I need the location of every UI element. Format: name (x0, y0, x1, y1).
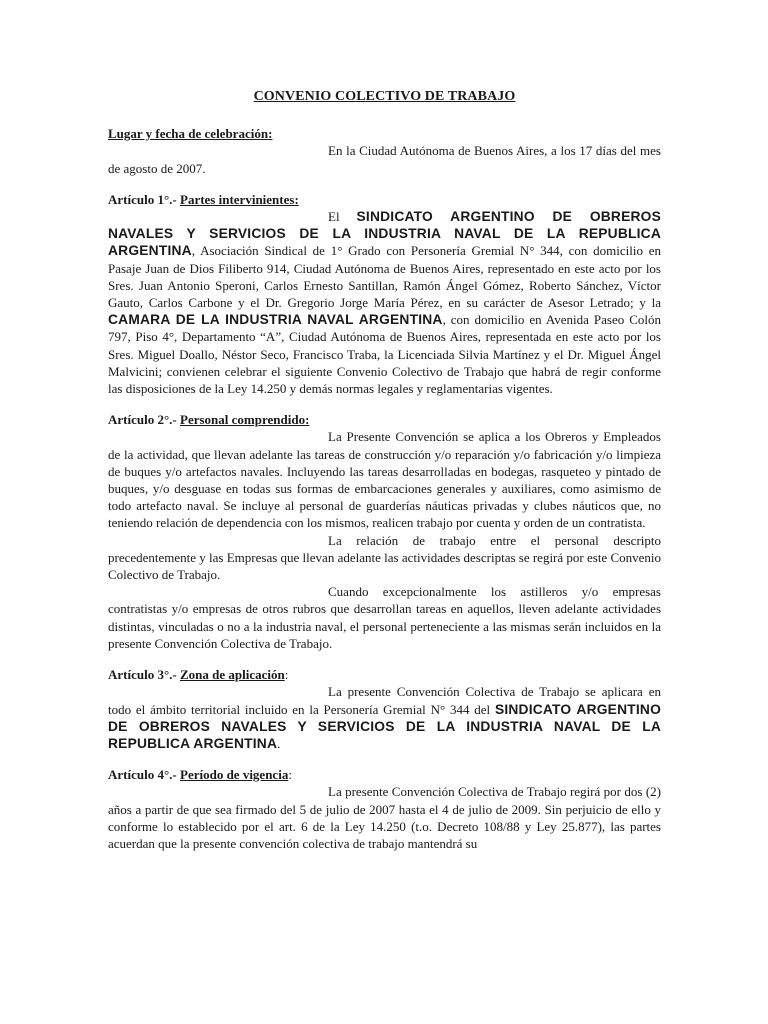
article-4-colon: : (288, 767, 292, 783)
heading-lugar: Lugar y fecha de celebración: (108, 126, 273, 142)
section-article-4 (108, 766, 661, 852)
section-lugar (108, 125, 661, 177)
document-page (108, 88, 661, 866)
article-4-title: Período de vigencia (180, 767, 289, 783)
article-1-label: Artículo 1°.- (108, 191, 180, 207)
section-article-1 (108, 191, 661, 397)
article-2-paragraph-2: La relación de trabajo entre el personal descripto precedentemente y las Empresas que llevan adelante las actividades descriptas se regirá por este Convenio Colectivo de Trabajo. (108, 532, 662, 583)
article-3-sindicato-name: SINDICATO ARGENTINO DE OBREROS NAVALES Y SERVICIOS DE LA INDUSTRIA NAVAL DE LA REPUBLICA ARGENTINA (108, 701, 661, 751)
article-1-paragraph (108, 208, 661, 397)
article-1-text-3: , con domicilio en Avenida Paseo Colón 797, Piso 4°, Departamento “A”, Ciudad Autónoma de Buenos Aires, representada en este acto por los Sres. Miguel Doallo, Néstor Seco, Francisco Traba, la Licenciada Silvia Martínez y el Dr. Miguel Ángel Malvicini; convienen celebrar el siguiente Convenio Colectivo de Trabajo que habrá de regir conforme las disposiciones de la Ley 14.250 y demás normas legales y reglamentarias vigentes. (108, 312, 661, 397)
section-heading (108, 125, 661, 142)
article-1-text-2: , Asociación Sindical de 1° Grado con Personería Gremial N° 344, con domicilio en Pasaje Juan de Dios Filiberto 914, Ciudad Autónoma de Buenos Aires, representado en este acto por los Sres. Juan Antonio Speroni, Carlos Ernesto Santillan, Ramón Ángel Gómez, Roberto Sánchez, Víctor Gauto, Carlos Carbone y el Dr. Gregorio Jorge María Pérez, en su carácter de Asesor Letrado; y la (108, 243, 661, 311)
article-3-paragraph (108, 683, 661, 752)
article-1-sindicato-name: SINDICATO ARGENTINO DE OBREROS NAVALES Y SERVICIOS DE LA INDUSTRIA NAVAL DE LA REPUBLICA ARGENTINA (108, 209, 661, 259)
article-2-title: Personal comprendido: (180, 412, 310, 428)
article-3-text-1: La presente Convención Colectiva de Trabajo se aplicara en todo el ámbito territorial incluido en la Personería Gremial N° 344 del (108, 684, 661, 717)
article-3-colon: : (284, 667, 289, 683)
article-1-text-1: El (328, 209, 357, 225)
article-4-label: Artículo 4°.- (108, 767, 180, 783)
article-1-heading (108, 191, 661, 208)
article-3-title: Zona de aplicación (180, 667, 285, 683)
article-3-text-2: . (277, 735, 281, 751)
article-1-title: Partes intervinientes: (180, 191, 299, 207)
section-article-2 (108, 411, 661, 652)
article-3-label: Artículo 3°.- (108, 667, 180, 683)
article-2-paragraph-3: Cuando excepcionalmente los astilleros y/o empresas contratistas y/o empresas de otros rubros que desarrollan tareas en aquellos, lleven adelante actividades distintas, vinculadas o no a la industria naval, el personal perteneciente a las mismas serán incluidos en la presente Convención Colectiva de Trabajo. (108, 584, 661, 651)
article-2-label: Artículo 2°.- (108, 412, 180, 428)
article-2-paragraph-1: La Presente Convención se aplica a los Obreros y Empleados de la actividad, que llevan adelante las tareas de construcción y/o reparación y/o fabricación y/o limpieza de buques y/o artefactos navales. Incluyendo las tareas desarrolladas en bodegas, rasqueteo y pintado de buques, y/o desguase en todas sus formas de embarcaciones generales y auxiliares, como asimismo de todo artefacto naval. Se incluye al personal de guarderías náuticas privadas y clubes náuticos que, no teniendo relación de dependencia con los mismos, realicen trabajo por cuenta y orden de un contratista. (108, 429, 661, 531)
article-4-heading (108, 766, 661, 783)
article-3-heading (108, 666, 661, 683)
paragraph-lugar: En la Ciudad Autónoma de Buenos Aires, a los 17 días del mes de agosto de 2007. (108, 143, 661, 176)
article-2-heading (108, 411, 661, 428)
document-title: CONVENIO COLECTIVO DE TRABAJO (253, 89, 516, 104)
section-article-3 (108, 666, 661, 752)
article-1-camara-name: CAMARA DE LA INDUSTRIA NAVAL ARGENTINA (108, 312, 443, 328)
article-4-paragraph: La presente Convención Colectiva de Trabajo regirá por dos (2) años a partir de que sea firmado del 5 de julio de 2007 hasta el 4 de julio de 2009. Sin perjuicio de ello y conforme lo establecido por el art. 6 de la Ley 14.250 (t.o. Decreto 108/88 y Ley 25.877), las partes acuerdan que la presente convención colectiva de trabajo mantendrá su (108, 784, 661, 851)
